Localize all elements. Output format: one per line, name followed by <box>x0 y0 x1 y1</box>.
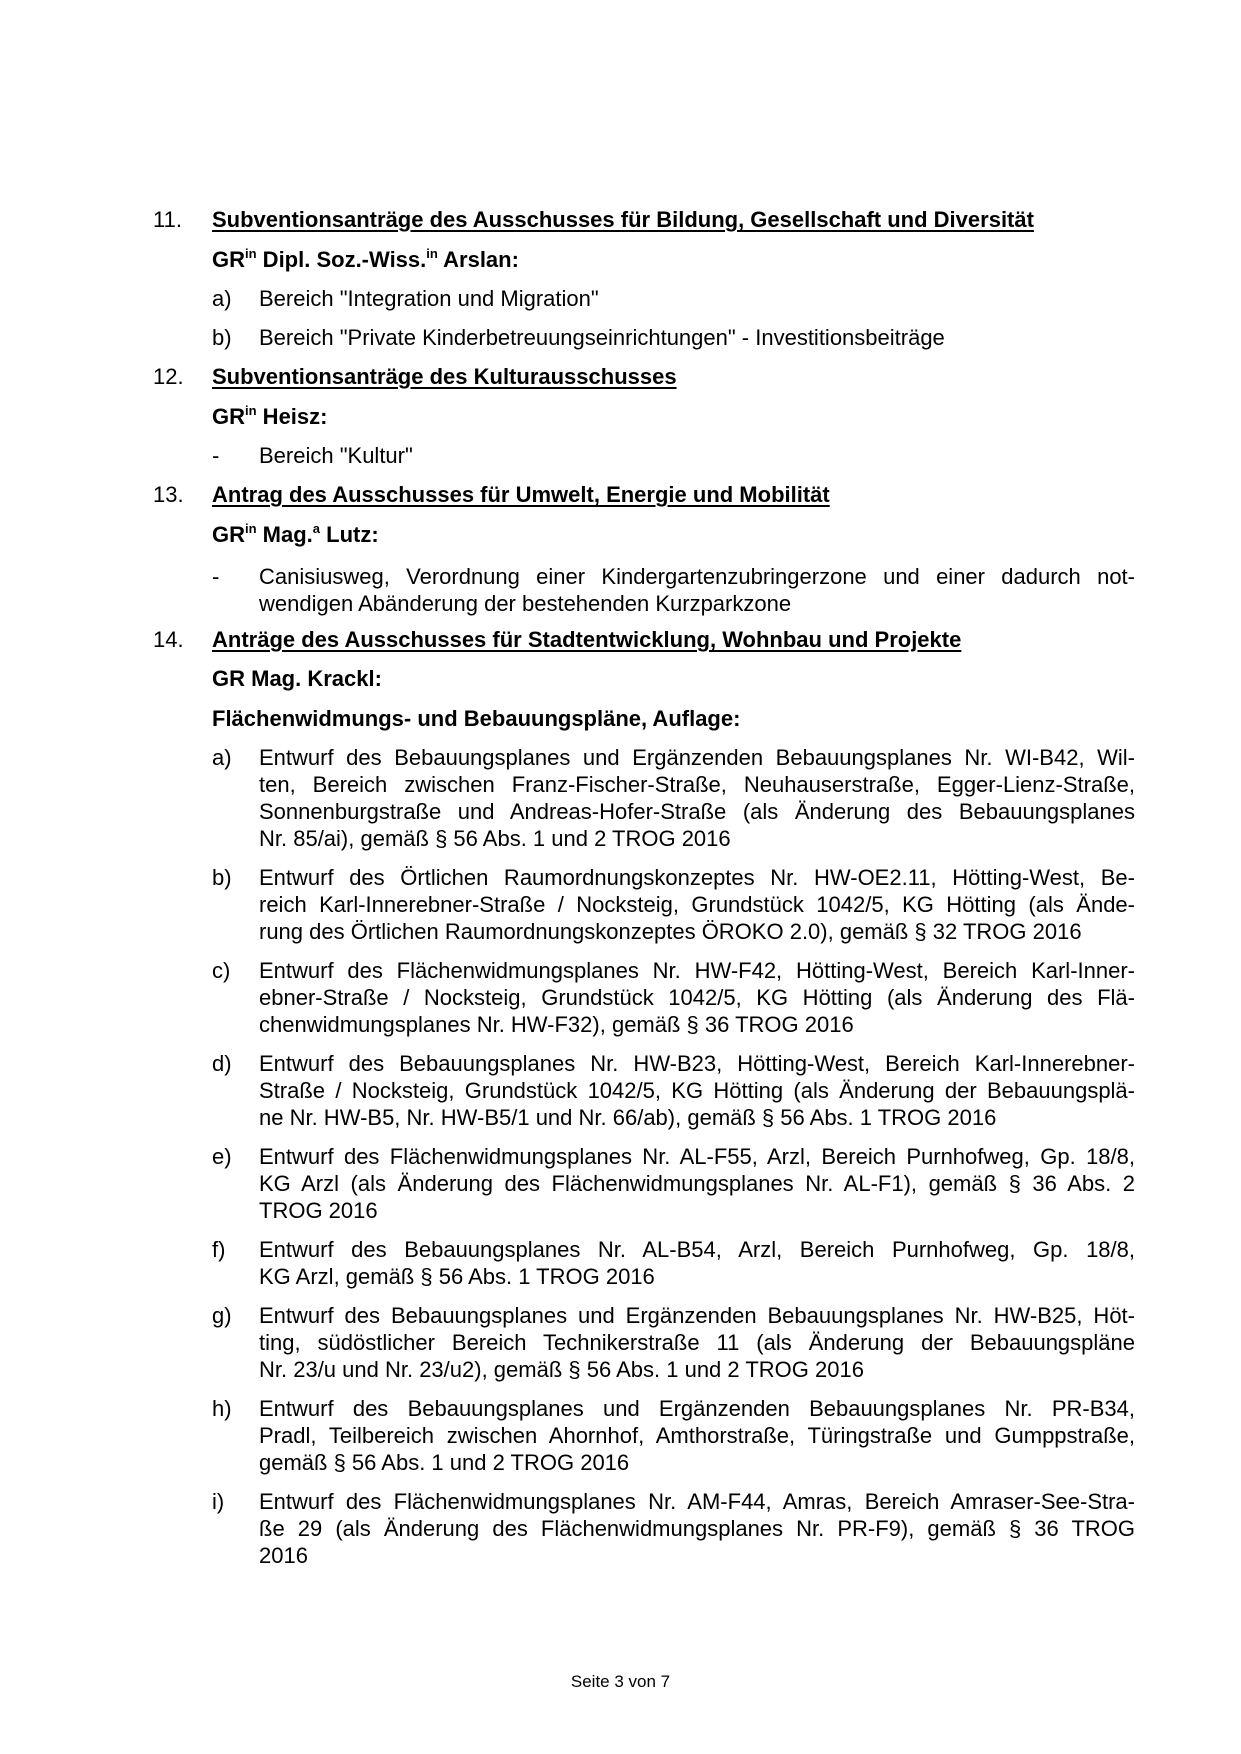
item-text: Nr. 23/u und Nr. 23/u2), gemäß § 56 Abs. 1 und 2 TROG 2016 <box>259 1357 864 1382</box>
speaker-line: GR Mag. Krackl: <box>212 666 382 691</box>
item-marker: a) <box>212 286 232 311</box>
item-text: Entwurf des Bebauungsplanes Nr. AL-B54, Arzl, Bereich Purnhofweg, Gp. 18/8, <box>259 1237 1135 1262</box>
item-text: rung des Örtlichen Raumordnungskonzeptes ÖROKO 2.0), gemäß § 32 TROG 2016 <box>259 919 1082 944</box>
item-text: ne Nr. HW-B5, Nr. HW-B5/1 und Nr. 66/ab), gemäß § 56 Abs. 1 TROG 2016 <box>259 1105 997 1130</box>
item-text: Bereich "Kultur" <box>259 443 413 468</box>
item-text: Nr. 85/ai), gemäß § 56 Abs. 1 und 2 TROG 2016 <box>259 826 731 851</box>
item-text: TROG 2016 <box>259 1198 378 1223</box>
item-text: Bereich "Private Kinderbetreuungseinrichtungen" - Investitionsbeiträge <box>259 325 945 350</box>
item-marker: d) <box>212 1051 232 1076</box>
item-text: ße 29 (als Änderung des Flächenwidmungsplanes Nr. PR-F9), gemäß § 36 TROG <box>259 1516 1135 1541</box>
item-marker: f) <box>212 1237 226 1262</box>
section-heading: Anträge des Ausschusses für Stadtentwicklung, Wohnbau und Projekte <box>212 627 962 652</box>
item-marker: b) <box>212 865 232 890</box>
item-text: Entwurf des Flächenwidmungsplanes Nr. HW-F42, Hötting-West, Bereich Karl-Inner- <box>259 958 1135 983</box>
speaker-line: $GR^{in}$ Dipl. Soz.-Wiss.$^{in}$ Arslan: <box>212 246 519 272</box>
item-text: Pradl, Teilbereich zwischen Ahornhof, Amthorstraße, Türingstraße und Gumppstraße, <box>259 1423 1135 1448</box>
item-text: Sonnenburgstraße und Andreas-Hofer-Straße (als Änderung des Bebauungsplanes <box>259 799 1135 824</box>
item-text: KG Arzl (als Änderung des Flächenwidmungsplanes Nr. AL-F1), gemäß § 36 Abs. 2 <box>259 1171 1135 1196</box>
item-marker: e) <box>212 1144 232 1169</box>
item-marker: a) <box>212 745 232 770</box>
section-heading: Subventionsanträge des Kulturausschusses <box>212 364 677 389</box>
speaker-line: $GR^{in}$ Mag.$^a$ Lutz: <box>212 521 379 547</box>
item-text: Straße / Nocksteig, Grundstück 1042/5, KG Hötting (als Änderung der Bebauungsplä- <box>259 1078 1135 1103</box>
item-text: gemäß § 56 Abs. 1 und 2 TROG 2016 <box>259 1450 630 1475</box>
item-marker: - <box>212 443 220 468</box>
item-text: ebner-Straße / Nocksteig, Grundstück 1042/5, KG Hötting (als Änderung des Flä- <box>259 985 1135 1010</box>
item-text: Canisiusweg, Verordnung einer Kindergartenzubringerzone und einer dadurch not- <box>259 564 1135 589</box>
item-marker: h) <box>212 1396 232 1421</box>
item-text: Entwurf des Örtlichen Raumordnungskonzeptes Nr. HW-OE2.11, Hötting-West, Be- <box>259 865 1135 890</box>
item-text: wendigen Abänderung der bestehenden Kurzparkzone <box>259 591 792 616</box>
item-text: chenwidmungsplanes Nr. HW-F32), gemäß § 36 TROG 2016 <box>259 1012 854 1037</box>
section-number: 12. <box>153 364 184 389</box>
item-marker: i) <box>212 1489 225 1514</box>
item-text: Entwurf des Flächenwidmungsplanes Nr. AM-F44, Amras, Bereich Amraser-See-Stra- <box>259 1489 1135 1514</box>
item-text: 2016 <box>259 1543 308 1568</box>
section-number: 13. <box>153 482 184 507</box>
section-number: 14. <box>153 627 184 652</box>
item-marker: b) <box>212 325 232 350</box>
item-marker: - <box>212 564 220 589</box>
section-heading: Antrag des Ausschusses für Umwelt, Energie und Mobilität <box>212 482 830 507</box>
item-text: reich Karl-Innerebner-Straße / Nocksteig, Grundstück 1042/5, KG Hötting (als Ände- <box>259 892 1135 917</box>
speaker-line: $GR^{in}$ Heisz: <box>212 403 328 429</box>
item-text: Entwurf des Bebauungsplanes und Ergänzenden Bebauungsplanes Nr. PR-B34, <box>259 1396 1135 1421</box>
item-text: Entwurf des Bebauungsplanes Nr. HW-B23, Hötting-West, Bereich Karl-Innerebner- <box>259 1051 1135 1076</box>
item-text: Bereich "Integration und Migration" <box>259 286 599 311</box>
section-number: 11. <box>153 207 182 232</box>
item-marker: g) <box>212 1303 232 1328</box>
item-text: Entwurf des Bebauungsplanes und Ergänzenden Bebauungsplanes Nr. WI-B42, Wil- <box>259 745 1135 770</box>
item-text: KG Arzl, gemäß § 56 Abs. 1 TROG 2016 <box>259 1264 655 1289</box>
page-footer: Seite 3 von 7 <box>570 1672 671 1691</box>
item-text: Entwurf des Flächenwidmungsplanes Nr. AL-F55, Arzl, Bereich Purnhofweg, Gp. 18/8, <box>259 1144 1135 1169</box>
item-text: Entwurf des Bebauungsplanes und Ergänzenden Bebauungsplanes Nr. HW-B25, Höt- <box>259 1303 1135 1328</box>
section-heading: Subventionsanträge des Ausschusses für Bildung, Gesellschaft und Diversität <box>212 207 1034 232</box>
subheading: Flächenwidmungs- und Bebauungspläne, Auflage: <box>212 706 741 731</box>
item-text: ting, südöstlicher Bereich Technikerstraße 11 (als Änderung der Bebauungspläne <box>259 1330 1135 1355</box>
item-marker: c) <box>212 958 231 983</box>
item-text: ten, Bereich zwischen Franz-Fischer-Straße, Neuhauserstraße, Egger-Lienz-Straße, <box>259 772 1135 797</box>
